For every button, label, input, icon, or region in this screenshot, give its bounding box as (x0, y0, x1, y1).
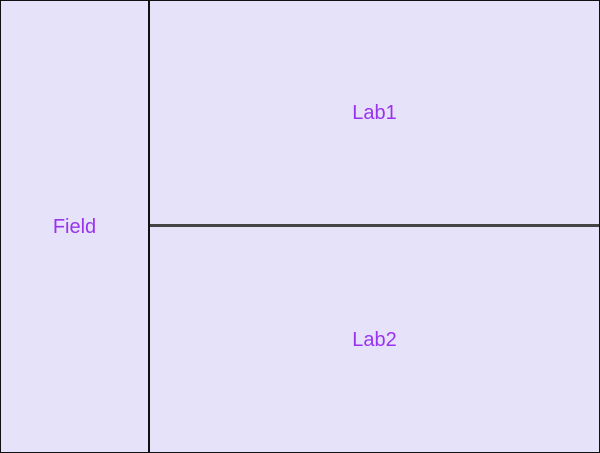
lab1-cell (150, 1, 599, 227)
lab1-label: Lab1 (352, 101, 397, 124)
lab2-label: Lab2 (352, 328, 397, 351)
lab2-cell (150, 227, 599, 452)
field-label: Field (52, 215, 97, 238)
field-cell (1, 1, 150, 452)
